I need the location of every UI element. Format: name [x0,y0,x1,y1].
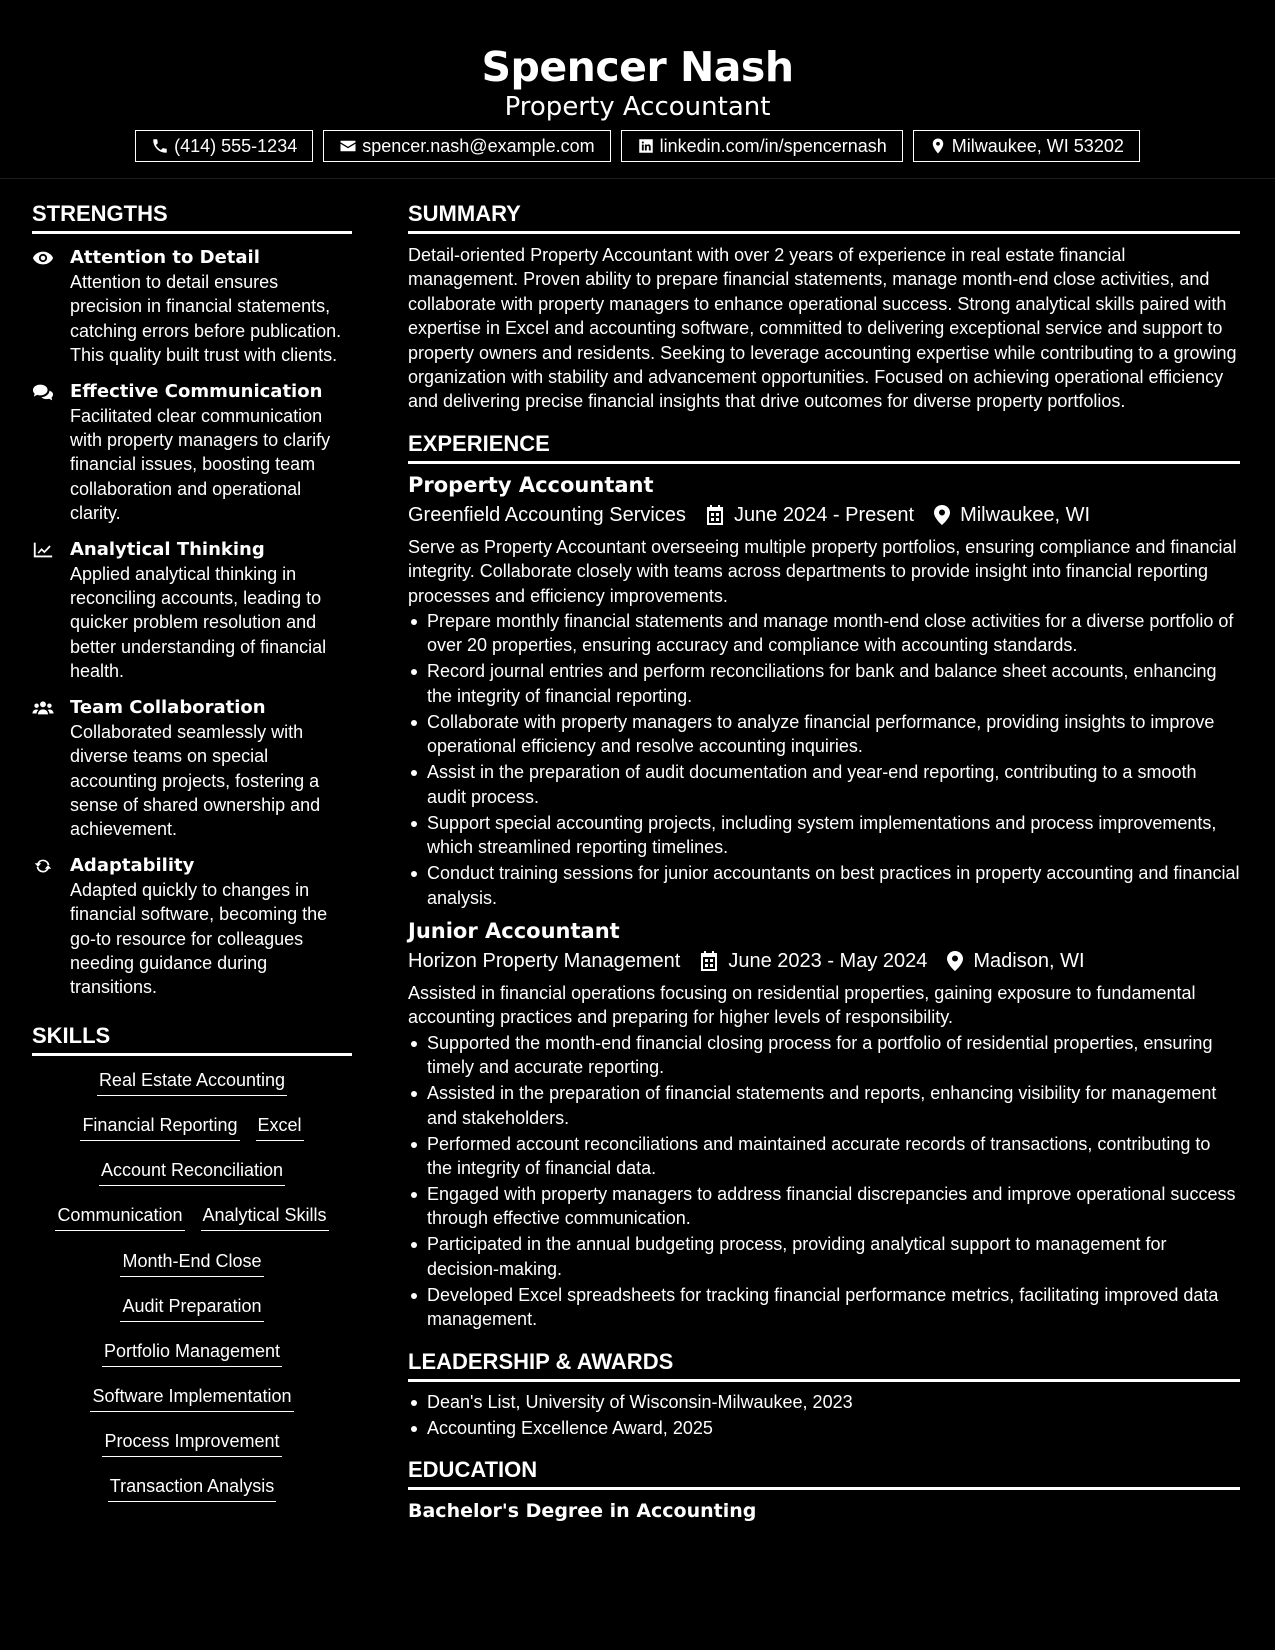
summary-heading: SUMMARY [408,200,1240,234]
list-item: Conduct training sessions for junior accountants on best practices in property accounting and financial analysis. [408,861,1240,910]
list-item: Supported the month-end financial closing process for a portfolio of residential properties, ensuring timely and accurate reporting. [408,1031,1240,1080]
eye-icon [32,248,54,268]
skill-tag: Real Estate Accounting [97,1068,287,1096]
strength-title: Analytical Thinking [70,538,265,560]
contact-bar [0,130,1275,162]
job-bullets [408,1031,1240,1332]
left-column [32,200,352,1520]
list-item: Accounting Excellence Award, 2025 [408,1416,1240,1440]
list-item: Assisted in the preparation of financial statements and reports, enhancing visibility for management and stakeholders. [408,1081,1240,1130]
list-item: Prepare monthly financial statements and manage month-end close activities for a diverse portfolio of over 20 properties, ensuring accuracy and compliance with accounting standards. [408,609,1240,658]
skill-tag: Portfolio Management [102,1339,282,1367]
list-item: Record journal entries and perform reconciliations for bank and balance sheet accounts, enhancing the integrity of financial reporting. [408,659,1240,708]
skill-tag: Process Improvement [102,1429,281,1457]
job-bullets [408,609,1240,910]
job-company: Greenfield Accounting Services [408,503,686,526]
contact-location[interactable] [913,130,1140,162]
job-meta [408,500,1240,530]
skill-tag: Analytical Skills [201,1203,329,1231]
list-item: Dean's List, University of Wisconsin-Milwaukee, 2023 [408,1390,1240,1414]
strength-item [32,696,352,842]
envelope-icon [339,137,357,155]
list-item: Engaged with property managers to address financial discrepancies and improve operational success through effective communication. [408,1182,1240,1231]
job-dates: June 2023 - May 2024 [728,949,928,972]
strength-item [32,538,352,684]
list-item: Assist in the preparation of audit documentation and year-end reporting, contributing to a smooth audit process. [408,760,1240,809]
contact-phone[interactable] [135,130,313,162]
job-meta [408,946,1240,976]
skill-tag: Transaction Analysis [108,1474,276,1502]
skill-tag: Account Reconciliation [99,1158,285,1186]
awards-list [408,1390,1240,1440]
strength-desc: Collaborated seamlessly with diverse teams on special accounting projects, fostering a sense of shared ownership and achievement. [70,721,321,840]
strength-title: Effective Communication [70,380,323,402]
right-column [408,200,1240,1524]
skill-tag: Financial Reporting [80,1113,239,1141]
strength-title: Team Collaboration [70,696,266,718]
calendar-icon [706,505,724,525]
skill-tag: Excel [256,1113,304,1141]
skill-tag: Month-End Close [120,1249,263,1277]
job-description: Assisted in financial operations focusing on residential properties, gaining exposure to fundamental accounting practices and preparing for higher levels of responsibility. [408,982,1196,1028]
map-pin-icon [929,137,947,155]
skill-tag: Software Implementation [90,1384,293,1412]
resume-header [0,0,1275,179]
strength-item [32,246,352,368]
job-title: Property Accountant [408,472,654,497]
phone-icon [151,137,169,155]
education-heading: EDUCATION [408,1456,1240,1490]
education-degree: Bachelor's Degree in Accounting [408,1499,757,1522]
strength-desc: Facilitated clear communication with property managers to clarify financial issues, boosting team collaboration and operational clarity. [70,405,331,524]
strength-desc: Adapted quickly to changes in financial software, becoming the go-to resource for colleagues needing guidance during transitions. [70,879,328,998]
list-item: Developed Excel spreadsheets for tracking financial performance metrics, facilitating improved data management. [408,1283,1240,1332]
awards-heading: LEADERSHIP & AWARDS [408,1348,1240,1382]
calendar-icon [700,951,718,971]
list-item: Collaborate with property managers to analyze financial performance, providing insights to improve operational efficiency and resolve accounting inquiries. [408,710,1240,759]
contact-location-text: Milwaukee, WI 53202 [951,135,1124,156]
job-description: Serve as Property Accountant overseeing multiple property portfolios, ensuring compliance and financial integrity. Collaborate closely with teams across departments to provide insight into financial reporting processes and efficiency improvements. [408,536,1237,606]
strength-item [32,380,352,526]
strength-title: Attention to Detail [70,247,260,268]
contact-email[interactable] [323,130,610,162]
strengths-heading: STRENGTHS [32,200,352,234]
skills-list [32,1056,352,1520]
chart-line-icon [32,540,54,560]
job-location: Milwaukee, WI [960,503,1091,526]
strength-item [32,854,352,1000]
strength-desc: Applied analytical thinking in reconciling accounts, leading to quicker problem resolution and better understanding of financial health. [70,563,327,682]
candidate-name: Spencer Nash [481,43,794,91]
list-item: Performed account reconciliations and maintained accurate records of transactions, contributing to the integrity of financial data. [408,1132,1240,1181]
candidate-title: Property Accountant [504,92,771,122]
strength-desc: Attention to detail ensures precision in financial statements, catching errors before publication. This quality built trust with clients. [70,272,342,366]
users-icon [32,698,54,718]
comments-icon [32,382,54,402]
skill-tag: Communication [55,1203,184,1231]
contact-email-text: spencer.nash@example.com [362,135,595,156]
experience-heading: EXPERIENCE [408,430,1240,464]
job-location: Madison, WI [973,949,1085,972]
job-title: Junior Accountant [408,918,620,943]
job-entry [408,917,1240,1332]
skills-heading: SKILLS [32,1022,352,1056]
contact-linkedin-text: linkedin.com/in/spencernash [659,135,887,156]
map-pin-icon [947,951,963,971]
contact-phone-text: (414) 555-1234 [174,135,298,156]
job-entry [408,471,1240,910]
list-item: Participated in the annual budgeting process, providing analytical support to management for decision-making. [408,1232,1240,1281]
summary-text: Detail-oriented Property Accountant with over 2 years of experience in real estate financial management. Proven ability to prepare financial statements, manage month-end close activities, and collaborate with property managers to enhance operational success. Strong analytical skills paired with expertise in Excel and accounting software, committed to delivering exceptional service and support to property owners and residents. Seeking to leverage accounting expertise while contributing to a growing organization with stability and advancement opportunities. Focused on achieving operational efficiency and delivering precise financial insights that drive outcomes for diverse property portfolios. [408,245,1237,412]
list-item: Support special accounting projects, including system implementations and process improvements, which streamlined reporting timelines. [408,811,1240,860]
map-pin-icon [934,505,950,525]
skill-tag: Audit Preparation [120,1294,263,1322]
contact-linkedin[interactable] [621,130,903,162]
sync-icon [32,856,54,876]
linkedin-icon [637,137,655,155]
job-dates: June 2024 - Present [733,503,915,526]
job-company: Horizon Property Management [408,949,681,972]
strength-title: Adaptability [70,854,195,876]
